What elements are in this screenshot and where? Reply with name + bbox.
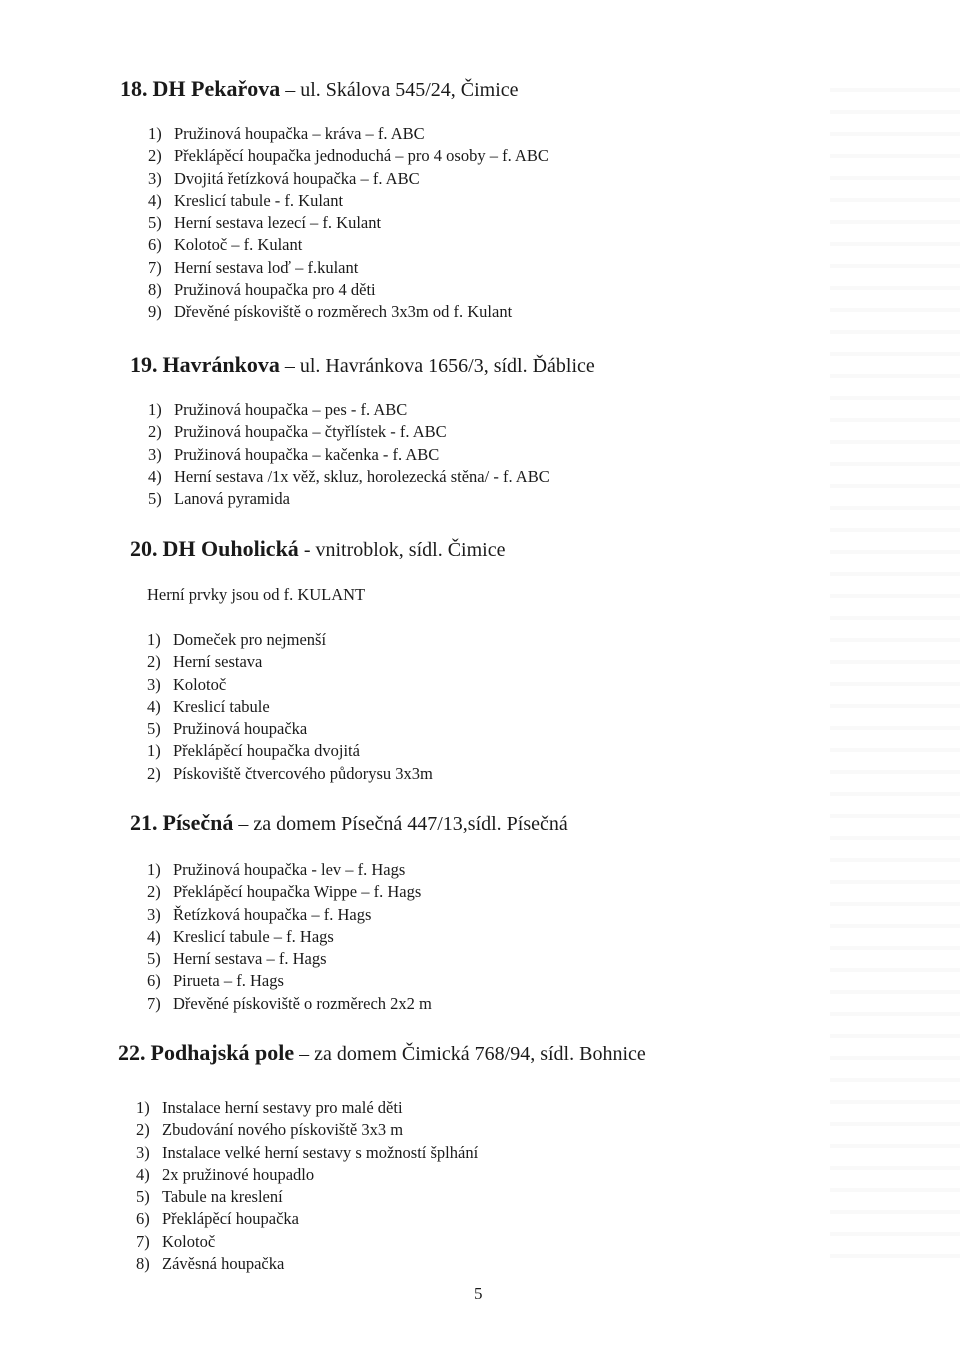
section-address: – za domem Čimická 768/94, sídl. Bohnice [294, 1043, 646, 1065]
list-item [147, 993, 432, 1015]
list-item [148, 399, 550, 421]
item-text: Řetízková houpačka – f. Hags [173, 904, 372, 924]
section-name: DH Pekařova [152, 76, 281, 101]
item-text: Kreslicí tabule [173, 696, 270, 716]
item-number: 6) [148, 235, 162, 255]
bleed-through-artifact [830, 70, 960, 1270]
list-item [147, 881, 432, 903]
item-number: 4) [147, 926, 161, 946]
item-text: Dvojitá řetízková houpačka – f. ABC [174, 168, 420, 188]
item-number: 7) [148, 257, 162, 277]
item-number: 5) [136, 1187, 150, 1207]
item-text: Domeček pro nejmenší [173, 630, 327, 649]
item-text: Dřevěné pískoviště o rozměrech 3x3m od f. Kulant [174, 302, 513, 322]
item-text: Herní sestava lezecí – f. Kulant [174, 213, 382, 233]
item-number: 5) [148, 213, 162, 233]
item-text: Pružinová houpačka – kráva – f. ABC [174, 124, 425, 143]
item-number: 8) [148, 280, 162, 300]
item-number: 6) [147, 971, 161, 991]
list-item [148, 257, 549, 279]
list-item [148, 279, 549, 301]
section-heading [130, 352, 595, 378]
list-item [147, 629, 433, 651]
item-text: Kreslicí tabule – f. Hags [173, 926, 334, 946]
list-item [136, 1119, 478, 1141]
item-number: 2) [136, 1120, 150, 1140]
list-item [147, 859, 432, 881]
item-number: 1) [147, 741, 161, 761]
section-address: – za domem Písečná 447/13,sídl. Písečná [233, 813, 568, 835]
item-number: 2) [148, 146, 162, 166]
item-number: 5) [148, 489, 162, 509]
item-number: 8) [136, 1254, 150, 1274]
item-list [148, 123, 549, 324]
item-text: Herní sestava [173, 652, 263, 672]
item-number: 3) [147, 904, 161, 924]
item-number: 7) [147, 993, 161, 1013]
item-number: 2) [148, 422, 162, 442]
list-item [147, 740, 433, 762]
item-number: 3) [148, 168, 162, 188]
list-item [136, 1164, 478, 1186]
item-text: Pružinová houpačka – pes - f. ABC [174, 400, 408, 419]
item-text: Překlápěcí houpačka dvojitá [173, 741, 360, 761]
item-text: Pružinová houpačka - lev – f. Hags [173, 860, 406, 879]
list-item [148, 212, 549, 234]
item-number: 2) [147, 652, 161, 672]
list-item [147, 970, 432, 992]
section-address: - vnitroblok, sídl. Čimice [298, 539, 506, 561]
item-text: Instalace herní sestavy pro malé děti [162, 1098, 403, 1117]
list-item [136, 1142, 478, 1164]
list-item [148, 466, 550, 488]
list-item [136, 1097, 478, 1119]
section-address: – ul. Skálova 545/24, Čimice [280, 79, 519, 101]
item-list [147, 859, 432, 1015]
item-number: 3) [148, 444, 162, 464]
list-item [148, 301, 549, 323]
list-item [148, 421, 550, 443]
list-item [136, 1253, 478, 1275]
item-number: 3) [136, 1142, 150, 1162]
list-item [147, 904, 432, 926]
item-text: Kolotoč [162, 1231, 216, 1251]
section-heading [118, 1040, 646, 1066]
item-text: Překlápěcí houpačka jednoduchá – pro 4 osoby – f. ABC [174, 146, 549, 166]
section-name: Podhajská pole [150, 1040, 295, 1065]
item-number: 1) [148, 400, 162, 419]
list-item [147, 674, 433, 696]
item-text: Závěsná houpačka [162, 1254, 285, 1274]
list-item [148, 168, 549, 190]
item-text: Lanová pyramida [174, 489, 290, 509]
item-number: 5) [147, 719, 161, 739]
item-number: 1) [148, 124, 162, 143]
list-item [148, 123, 549, 145]
item-number: 4) [148, 466, 162, 486]
list-item [148, 234, 549, 256]
item-number: 2) [147, 882, 161, 902]
section-name: Havránkova [162, 352, 280, 377]
list-item [147, 651, 433, 673]
item-number: 2) [147, 763, 161, 783]
list-item [147, 696, 433, 718]
list-item [147, 948, 432, 970]
section-address: – ul. Havránkova 1656/3, sídl. Ďáblice [279, 355, 595, 377]
section-number: 18. [120, 76, 148, 101]
item-text: Překlápěcí houpačka [162, 1209, 299, 1229]
section-heading [120, 76, 519, 102]
item-text: Pružinová houpačka – čtyřlístek - f. ABC [174, 422, 447, 442]
item-number: 4) [148, 190, 162, 210]
item-text: Pískoviště čtvercového půdorysu 3x3m [173, 763, 433, 783]
item-text: Instalace velké herní sestavy s možností šplhání [162, 1142, 479, 1162]
list-item [147, 718, 433, 740]
item-text: Herní sestava /1x věž, skluz, horolezecká stěna/ - f. ABC [174, 466, 550, 486]
item-number: 1) [147, 630, 161, 649]
item-number: 9) [148, 302, 162, 322]
item-text: Kolotoč – f. Kulant [174, 235, 303, 255]
list-item [136, 1186, 478, 1208]
section-number: 22. [118, 1040, 146, 1065]
item-list [147, 629, 433, 785]
item-text: Tabule na kreslení [162, 1187, 283, 1207]
item-number: 5) [147, 949, 161, 969]
item-number: 6) [136, 1209, 150, 1229]
list-item [148, 145, 549, 167]
item-number: 1) [136, 1098, 150, 1117]
section-name: Písečná [162, 810, 234, 835]
item-number: 7) [136, 1231, 150, 1251]
item-list [136, 1097, 478, 1275]
item-number: 4) [136, 1164, 150, 1184]
item-text: Překlápěcí houpačka Wippe – f. Hags [173, 882, 422, 902]
item-number: 4) [147, 696, 161, 716]
section-heading [130, 810, 568, 836]
section-note: Herní prvky jsou od f. KULANT [147, 585, 366, 604]
item-number: 1) [147, 860, 161, 879]
section-number: 19. [130, 352, 158, 377]
item-text: Kreslicí tabule - f. Kulant [174, 190, 344, 210]
item-text: Pružinová houpačka – kačenka - f. ABC [174, 444, 440, 464]
list-item [147, 926, 432, 948]
section-number: 21. [130, 810, 158, 835]
list-item [148, 190, 549, 212]
item-text: Dřevěné pískoviště o rozměrech 2x2 m [173, 993, 432, 1013]
item-text: 2x pružinové houpadlo [162, 1164, 315, 1184]
item-text: Kolotoč [173, 674, 227, 694]
section-name: DH Ouholická [162, 536, 299, 561]
list-item [136, 1231, 478, 1253]
item-text: Pružinová houpačka pro 4 děti [174, 280, 376, 300]
item-text: Pirueta – f. Hags [173, 971, 284, 991]
list-item [136, 1208, 478, 1230]
page-number: 5 [474, 1284, 483, 1303]
list-item [148, 488, 550, 510]
item-number: 3) [147, 674, 161, 694]
item-text: Pružinová houpačka [173, 719, 308, 739]
item-text: Zbudování nového pískoviště 3x3 m [162, 1120, 404, 1140]
list-item [147, 763, 433, 785]
item-text: Herní sestava – f. Hags [173, 949, 327, 969]
section-heading [130, 536, 505, 562]
list-item [148, 444, 550, 466]
section-number: 20. [130, 536, 158, 561]
item-text: Herní sestava loď – f.kulant [174, 257, 359, 277]
item-list [148, 399, 550, 510]
